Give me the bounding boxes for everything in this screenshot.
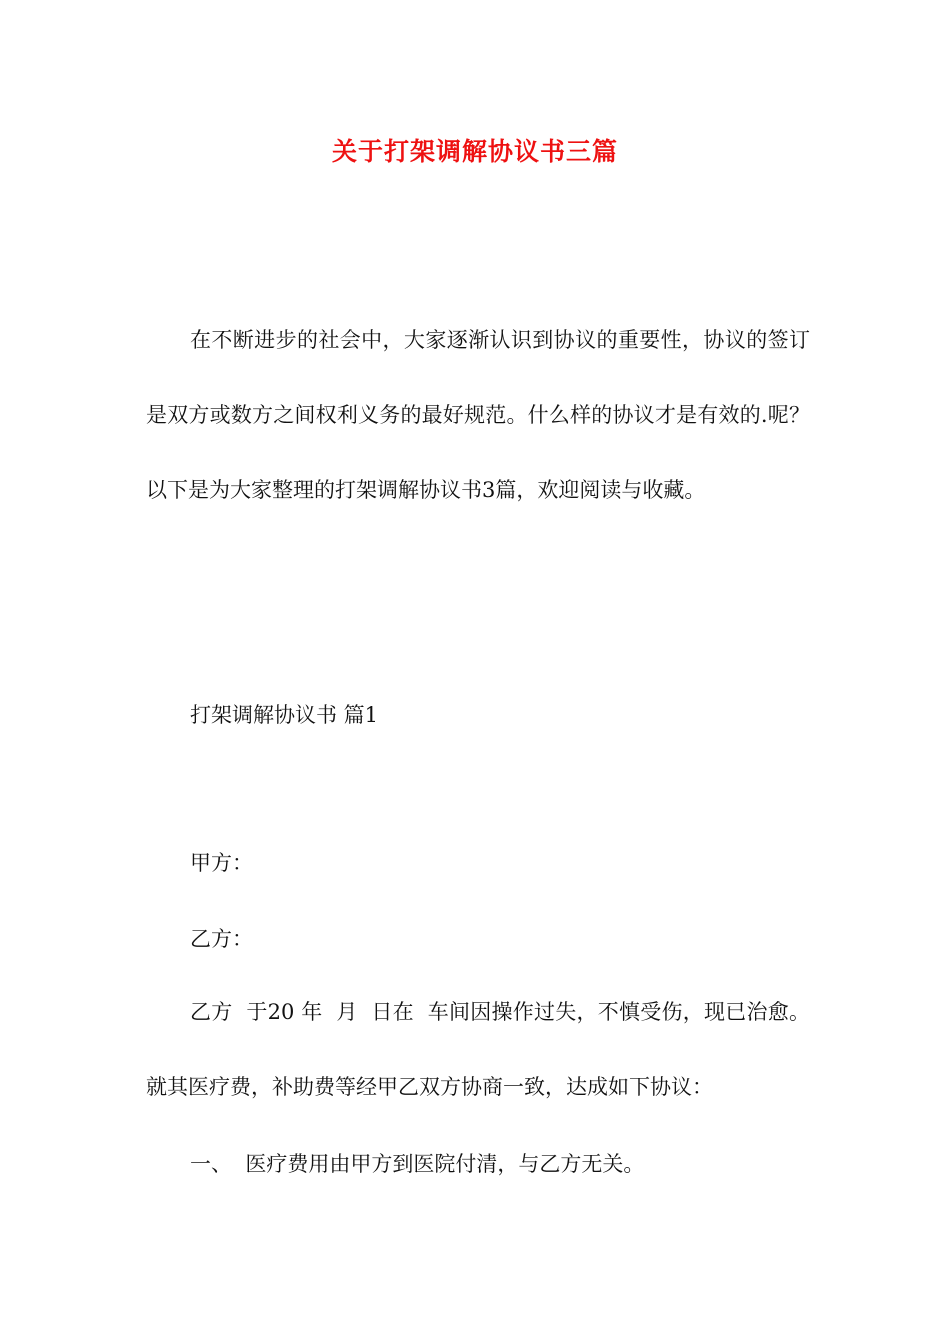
party-a-label: 甲方： (190, 851, 253, 875)
intro-paragraph: 在不断进步的社会中，大家逐渐认识到协议的重要性，协议的签订是双方或数方之间权利义务的最好规范。什么样的协议才是有效的.呢？以下是为大家整理的打架调解协议书3篇，欢迎阅读与收藏。 (146, 328, 810, 502)
document-title: 关于打架调解协议书三篇 (331, 137, 618, 166)
section-heading: 打架调解协议书 篇1 (190, 703, 379, 727)
body-paragraph: 乙方 于20 年 月 日在 车间因操作过失，不慎受伤，现已治愈。就其医疗费，补助费等经甲乙双方协商一致，达成如下协议： (146, 1000, 810, 1099)
agreement-item-1: 一、 医疗费用由甲方到医院付清，与乙方无关。 (190, 1152, 645, 1176)
party-b-label: 乙方： (190, 927, 253, 951)
